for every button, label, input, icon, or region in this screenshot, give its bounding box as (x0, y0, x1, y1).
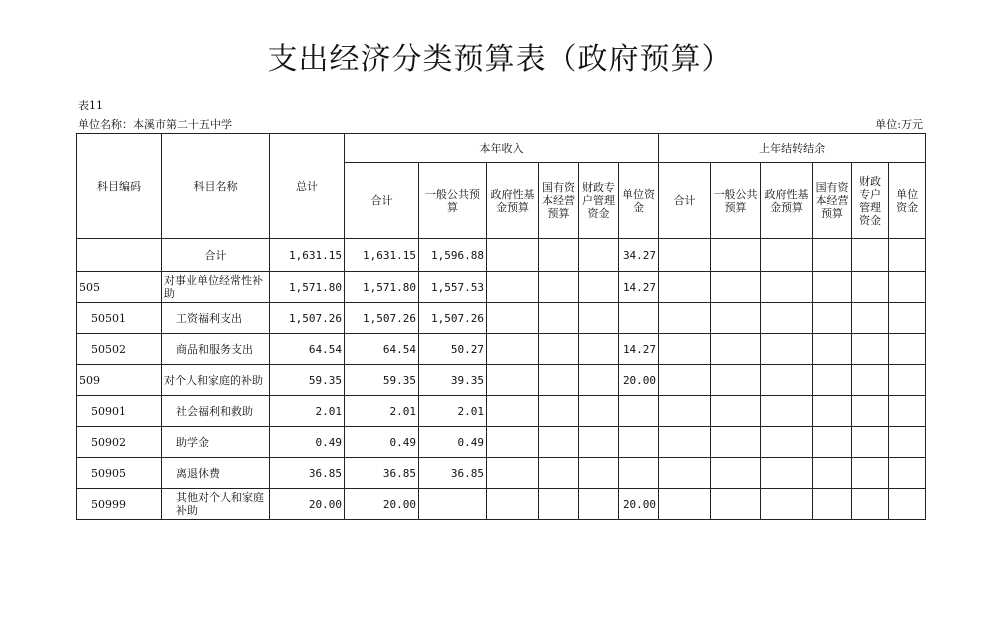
cell-empty (761, 365, 813, 396)
cell-own (619, 458, 659, 489)
cell-general: 39.35 (419, 365, 487, 396)
cell-general (419, 489, 487, 520)
cell-name: 其他对个人和家庭补助 (162, 489, 270, 520)
cell-own: 20.00 (619, 365, 659, 396)
cell-fund (487, 303, 539, 334)
cell-own: 14.27 (619, 272, 659, 303)
cell-fund (487, 458, 539, 489)
currency-unit: 单位:万元 (875, 118, 923, 131)
cell-fund (487, 334, 539, 365)
cell-state (539, 303, 579, 334)
cell-total: 1,507.26 (270, 303, 345, 334)
cell-sum: 1,507.26 (345, 303, 419, 334)
cell-empty (889, 365, 926, 396)
cell-empty (711, 458, 761, 489)
cell-empty (659, 427, 711, 458)
cell-sum: 0.49 (345, 427, 419, 458)
cell-total: 20.00 (270, 489, 345, 520)
cell-empty (852, 334, 889, 365)
cell-special (579, 365, 619, 396)
table-row (77, 334, 926, 365)
table-row (77, 303, 926, 334)
cell-name: 助学金 (162, 427, 270, 458)
cell-sum: 1,571.80 (345, 272, 419, 303)
table-number: 表11 (78, 99, 103, 112)
cell-sum: 64.54 (345, 334, 419, 365)
cell-empty (761, 303, 813, 334)
cell-fund (487, 427, 539, 458)
cell-sum: 20.00 (345, 489, 419, 520)
cell-state (539, 365, 579, 396)
cell-special (579, 396, 619, 427)
cell-own: 34.27 (619, 239, 659, 272)
cell-state (539, 458, 579, 489)
header-own: 单位资金 (619, 163, 659, 239)
cell-general: 1,596.88 (419, 239, 487, 272)
cell-empty (889, 427, 926, 458)
table-row (77, 489, 926, 520)
cell-empty (711, 365, 761, 396)
cell-special (579, 458, 619, 489)
header-last-fund: 政府性基金预算 (761, 163, 813, 239)
cell-empty (852, 396, 889, 427)
cell-own: 14.27 (619, 334, 659, 365)
cell-empty (852, 458, 889, 489)
cell-empty (659, 272, 711, 303)
cell-empty (711, 303, 761, 334)
table-row (77, 427, 926, 458)
cell-empty (711, 239, 761, 272)
header-state: 国有资本经营预算 (539, 163, 579, 239)
cell-code: 50902 (77, 427, 162, 458)
cell-code: 50905 (77, 458, 162, 489)
cell-state (539, 272, 579, 303)
cell-empty (761, 334, 813, 365)
cell-empty (761, 489, 813, 520)
cell-empty (711, 427, 761, 458)
cell-general: 50.27 (419, 334, 487, 365)
cell-state (539, 334, 579, 365)
header-name: 科目名称 (162, 134, 270, 239)
header-last-state: 国有资本经营预算 (813, 163, 852, 239)
cell-fund (487, 272, 539, 303)
cell-code: 50999 (77, 489, 162, 520)
header-fund: 政府性基金预算 (487, 163, 539, 239)
cell-own: 20.00 (619, 489, 659, 520)
cell-empty (711, 489, 761, 520)
cell-empty (761, 239, 813, 272)
header-last-year: 上年结转结余 (659, 134, 926, 163)
cell-empty (659, 458, 711, 489)
cell-empty (813, 458, 852, 489)
cell-empty (813, 272, 852, 303)
cell-fund (487, 365, 539, 396)
cell-empty (761, 427, 813, 458)
cell-code (77, 239, 162, 272)
cell-name: 工资福利支出 (162, 303, 270, 334)
cell-code: 50501 (77, 303, 162, 334)
cell-general: 2.01 (419, 396, 487, 427)
cell-empty (889, 458, 926, 489)
cell-code: 509 (77, 365, 162, 396)
cell-code: 50901 (77, 396, 162, 427)
budget-table (76, 133, 926, 520)
cell-name: 离退休费 (162, 458, 270, 489)
cell-empty (813, 396, 852, 427)
cell-empty (813, 334, 852, 365)
cell-total: 0.49 (270, 427, 345, 458)
cell-special (579, 272, 619, 303)
cell-empty (852, 303, 889, 334)
cell-sum: 1,631.15 (345, 239, 419, 272)
cell-total: 64.54 (270, 334, 345, 365)
cell-general: 1,507.26 (419, 303, 487, 334)
cell-empty (659, 365, 711, 396)
cell-total: 59.35 (270, 365, 345, 396)
cell-empty (711, 396, 761, 427)
cell-fund (487, 489, 539, 520)
table-row (77, 239, 926, 272)
cell-empty (813, 427, 852, 458)
cell-sum: 36.85 (345, 458, 419, 489)
cell-special (579, 427, 619, 458)
cell-empty (813, 303, 852, 334)
cell-empty (813, 365, 852, 396)
cell-state (539, 396, 579, 427)
cell-empty (852, 239, 889, 272)
cell-empty (659, 396, 711, 427)
cell-special (579, 303, 619, 334)
page-title: 支出经济分类预算表（政府预算） (267, 42, 733, 77)
cell-own (619, 396, 659, 427)
cell-general: 36.85 (419, 458, 487, 489)
cell-code: 50502 (77, 334, 162, 365)
cell-total: 36.85 (270, 458, 345, 489)
cell-sum: 2.01 (345, 396, 419, 427)
cell-empty (711, 272, 761, 303)
header-last-special: 财政专户管理资金 (852, 163, 889, 239)
cell-empty (761, 272, 813, 303)
cell-own (619, 303, 659, 334)
cell-state (539, 427, 579, 458)
cell-special (579, 489, 619, 520)
cell-code: 505 (77, 272, 162, 303)
header-total: 总计 (270, 134, 345, 239)
cell-general: 0.49 (419, 427, 487, 458)
cell-empty (889, 303, 926, 334)
cell-empty (761, 458, 813, 489)
cell-empty (889, 489, 926, 520)
cell-empty (659, 334, 711, 365)
table-row (77, 365, 926, 396)
cell-fund (487, 239, 539, 272)
cell-empty (659, 489, 711, 520)
cell-empty (813, 239, 852, 272)
cell-empty (889, 334, 926, 365)
cell-empty (852, 365, 889, 396)
cell-empty (889, 239, 926, 272)
header-last-own: 单位资金 (889, 163, 926, 239)
cell-name: 社会福利和救助 (162, 396, 270, 427)
cell-total: 1,571.80 (270, 272, 345, 303)
cell-state (539, 489, 579, 520)
cell-empty (761, 396, 813, 427)
table-row (77, 396, 926, 427)
header-this-year: 本年收入 (345, 134, 659, 163)
header-last-general: 一般公共预算 (711, 163, 761, 239)
cell-empty (889, 272, 926, 303)
header-special: 财政专户管理资金 (579, 163, 619, 239)
cell-name: 合计 (162, 239, 270, 272)
header-code: 科目编码 (77, 134, 162, 239)
cell-empty (852, 272, 889, 303)
cell-special (579, 239, 619, 272)
cell-fund (487, 396, 539, 427)
cell-empty (852, 427, 889, 458)
cell-empty (889, 396, 926, 427)
cell-empty (813, 489, 852, 520)
cell-total: 2.01 (270, 396, 345, 427)
header-sum: 合计 (345, 163, 419, 239)
cell-special (579, 334, 619, 365)
table-row (77, 458, 926, 489)
header-general: 一般公共预算 (419, 163, 487, 239)
cell-empty (711, 334, 761, 365)
cell-empty (659, 303, 711, 334)
cell-own (619, 427, 659, 458)
cell-empty (659, 239, 711, 272)
header-last-sum: 合计 (659, 163, 711, 239)
cell-name: 对事业单位经常性补助 (162, 272, 270, 303)
cell-sum: 59.35 (345, 365, 419, 396)
cell-state (539, 239, 579, 272)
cell-empty (852, 489, 889, 520)
cell-total: 1,631.15 (270, 239, 345, 272)
cell-general: 1,557.53 (419, 272, 487, 303)
cell-name: 对个人和家庭的补助 (162, 365, 270, 396)
unit-name: 单位名称：本溪市第二十五中学 (78, 118, 232, 131)
cell-name: 商品和服务支出 (162, 334, 270, 365)
table-row (77, 272, 926, 303)
